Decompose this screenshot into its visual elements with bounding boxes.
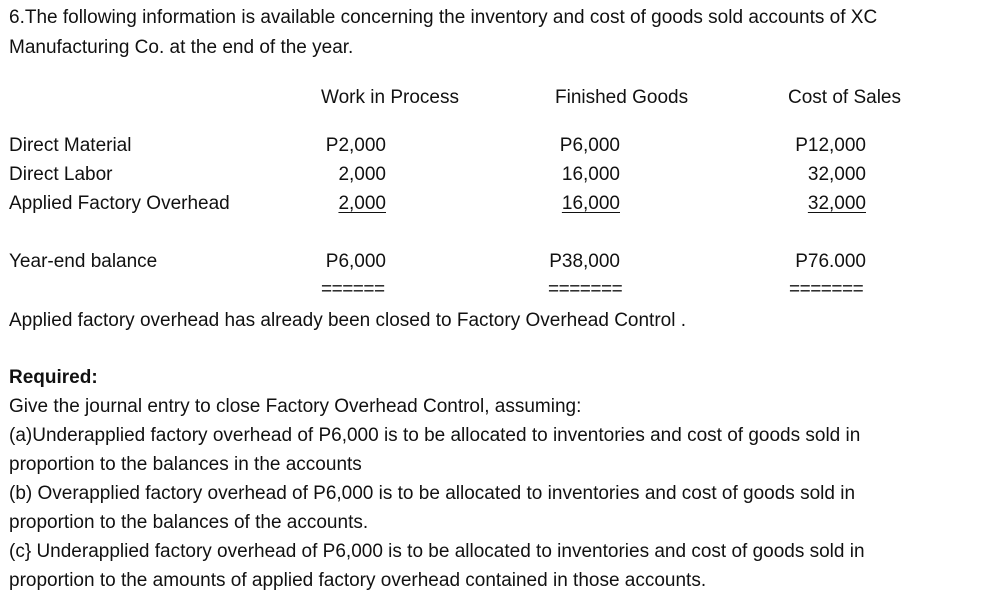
intro-line-1: 6.The following information is available concerning the inventory and cost of goods sold accounts of XC	[9, 7, 878, 28]
required-line: (c} Underapplied factory overhead of P6,000 is to be allocated to inventories and cost of goods sold in	[9, 541, 865, 562]
cos-applied-overhead: 32,000	[807, 193, 866, 214]
required-line: (a)Underapplied factory overhead of P6,000 is to be allocated to inventories and cost of goods sold in	[9, 425, 861, 446]
fg-direct-labor: 16,000	[561, 164, 620, 185]
row-label-direct-labor: Direct Labor	[9, 164, 113, 185]
header-finished-goods: Finished Goods	[555, 87, 689, 108]
note-text: Applied factory overhead has already been closed to Factory Overhead Control .	[9, 310, 686, 331]
cos-double-line: =======	[789, 279, 864, 300]
row-label-year-end-balance: Year-end balance	[9, 251, 158, 272]
row-label-applied-overhead: Applied Factory Overhead	[9, 193, 230, 214]
required-line: proportion to the amounts of applied factory overhead contained in those accounts.	[9, 570, 707, 591]
fg-double-line: =======	[548, 279, 623, 300]
header-work-in-process: Work in Process	[321, 87, 459, 108]
wip-direct-labor: 2,000	[338, 164, 386, 185]
required-heading: Required:	[9, 367, 98, 388]
header-cost-of-sales: Cost of Sales	[788, 87, 901, 108]
cos-direct-material: P12,000	[795, 135, 866, 156]
required-line: proportion to the balances in the accounts	[9, 454, 362, 475]
cos-year-end-balance: P76.000	[795, 251, 866, 272]
required-line: proportion to the balances of the accounts.	[9, 512, 369, 533]
wip-double-line: ======	[321, 279, 385, 300]
row-label-direct-material: Direct Material	[9, 135, 132, 156]
wip-direct-material: P2,000	[325, 135, 386, 156]
intro-line-2: Manufacturing Co. at the end of the year.	[9, 37, 354, 58]
required-line: Give the journal entry to close Factory Overhead Control, assuming:	[9, 396, 582, 417]
fg-direct-material: P6,000	[559, 135, 620, 156]
required-line: (b) Overapplied factory overhead of P6,000 is to be allocated to inventories and cost of goods sold in	[9, 483, 856, 504]
fg-year-end-balance: P38,000	[549, 251, 620, 272]
fg-applied-overhead: 16,000	[561, 193, 620, 214]
wip-applied-overhead: 2,000	[338, 193, 386, 214]
cos-direct-labor: 32,000	[807, 164, 866, 185]
wip-year-end-balance: P6,000	[325, 251, 386, 272]
